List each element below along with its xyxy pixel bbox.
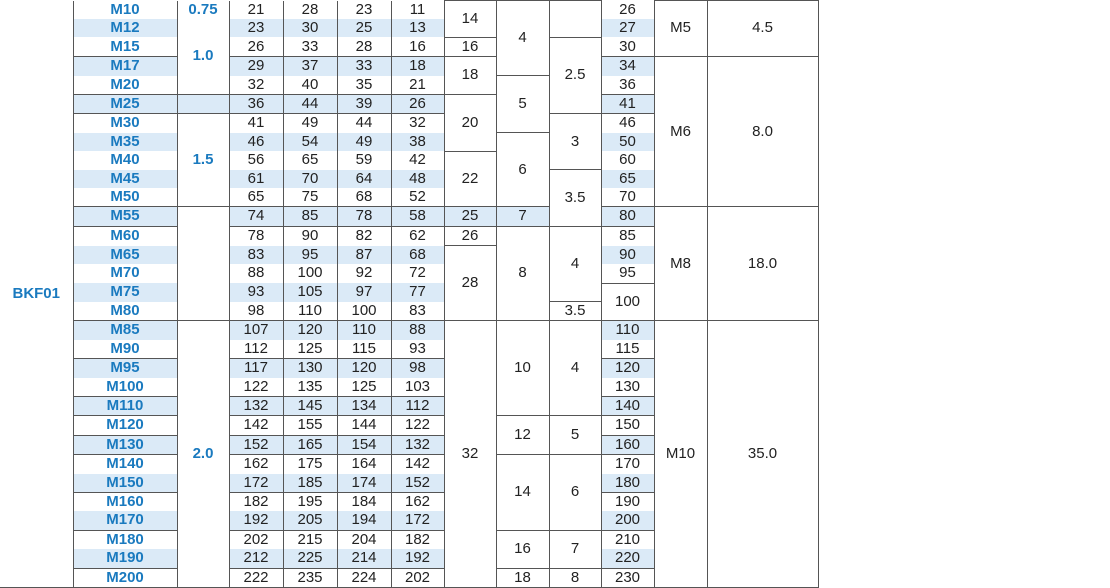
size-cell: M110 xyxy=(73,397,177,416)
dim-d1-cell: 78 xyxy=(229,226,283,245)
torque-cell: 8.0 xyxy=(707,57,818,207)
k-cell: 210 xyxy=(601,530,654,549)
dim-d2-cell: 33 xyxy=(283,37,337,56)
dim-d4-cell: 18 xyxy=(391,57,444,76)
dim-d4-cell: 132 xyxy=(391,435,444,454)
dim-d4-cell: 58 xyxy=(391,207,444,226)
width-cell: 18 xyxy=(496,568,549,587)
size-cell: M45 xyxy=(73,170,177,188)
thickness-cell: 7 xyxy=(549,530,601,568)
bolt-cell: M6 xyxy=(654,57,707,207)
dim-d1-cell: 112 xyxy=(229,340,283,359)
size-cell: M120 xyxy=(73,416,177,435)
dim-d2-cell: 125 xyxy=(283,340,337,359)
dim-d2-cell: 40 xyxy=(283,76,337,95)
dim-d1-cell: 142 xyxy=(229,416,283,435)
dim-d2-cell: 165 xyxy=(283,435,337,454)
dim-d4-cell: 112 xyxy=(391,397,444,416)
length-cell: 16 xyxy=(444,37,496,56)
dim-d1-cell: 93 xyxy=(229,283,283,301)
dim-d3-cell: 110 xyxy=(337,321,391,340)
dim-d4-cell: 38 xyxy=(391,133,444,151)
width-cell: 4 xyxy=(496,1,549,76)
k-cell: 90 xyxy=(601,246,654,264)
dim-d2-cell: 44 xyxy=(283,95,337,114)
bolt-cell: M5 xyxy=(654,1,707,57)
k-cell: 230 xyxy=(601,568,654,587)
k-cell: 130 xyxy=(601,378,654,397)
size-cell: M17 xyxy=(73,57,177,76)
k-cell: 120 xyxy=(601,359,654,378)
width-cell: 16 xyxy=(496,530,549,568)
dim-d3-cell: 49 xyxy=(337,133,391,151)
dim-d1-cell: 26 xyxy=(229,37,283,56)
dim-d1-cell: 83 xyxy=(229,246,283,264)
k-cell: 180 xyxy=(601,474,654,493)
size-cell: M10 xyxy=(73,1,177,19)
size-cell: M50 xyxy=(73,188,177,207)
size-cell: M55 xyxy=(73,207,177,226)
length-cell: 32 xyxy=(444,321,496,588)
table-row xyxy=(0,207,818,226)
size-cell: M20 xyxy=(73,76,177,95)
dim-d3-cell: 44 xyxy=(337,114,391,133)
dim-d1-cell: 162 xyxy=(229,455,283,474)
dim-d1-cell: 21 xyxy=(229,1,283,19)
bolt-cell: M10 xyxy=(654,321,707,588)
dim-d2-cell: 135 xyxy=(283,378,337,397)
size-cell: M90 xyxy=(73,340,177,359)
dim-d3-cell: 154 xyxy=(337,435,391,454)
dim-d4-cell: 42 xyxy=(391,151,444,169)
dim-d1-cell: 122 xyxy=(229,378,283,397)
dim-d2-cell: 37 xyxy=(283,57,337,76)
k-cell: 140 xyxy=(601,397,654,416)
dim-d1-cell: 29 xyxy=(229,57,283,76)
size-cell: M160 xyxy=(73,493,177,512)
k-cell: 110 xyxy=(601,321,654,340)
dim-d2-cell: 195 xyxy=(283,493,337,512)
dim-d2-cell: 145 xyxy=(283,397,337,416)
k-cell: 46 xyxy=(601,114,654,133)
size-cell: M35 xyxy=(73,133,177,151)
dim-d4-cell: 142 xyxy=(391,455,444,474)
size-cell: M150 xyxy=(73,474,177,493)
dim-d4-cell: 83 xyxy=(391,302,444,321)
dim-d3-cell: 25 xyxy=(337,19,391,37)
dim-d1-cell: 222 xyxy=(229,568,283,587)
dim-d2-cell: 205 xyxy=(283,511,337,530)
dim-d1-cell: 192 xyxy=(229,511,283,530)
dim-d1-cell: 56 xyxy=(229,151,283,169)
dim-d4-cell: 26 xyxy=(391,95,444,114)
dim-d3-cell: 78 xyxy=(337,207,391,226)
dim-d1-cell: 65 xyxy=(229,188,283,207)
dim-d4-cell: 16 xyxy=(391,37,444,56)
size-cell: M60 xyxy=(73,226,177,245)
dim-d4-cell: 11 xyxy=(391,1,444,19)
dim-d4-cell: 202 xyxy=(391,568,444,587)
thickness-cell: 2.5 xyxy=(549,37,601,114)
k-cell: 41 xyxy=(601,95,654,114)
torque-cell: 4.5 xyxy=(707,1,818,57)
k-cell: 27 xyxy=(601,19,654,37)
dim-d3-cell: 68 xyxy=(337,188,391,207)
k-cell: 115 xyxy=(601,340,654,359)
k-cell: 30 xyxy=(601,37,654,56)
pitch-cell xyxy=(177,95,229,114)
dim-d3-cell: 224 xyxy=(337,568,391,587)
thickness-cell: 5 xyxy=(549,416,601,455)
dim-d3-cell: 82 xyxy=(337,226,391,245)
width-cell: 6 xyxy=(496,133,549,207)
k-cell: 190 xyxy=(601,493,654,512)
length-cell: 14 xyxy=(444,1,496,38)
pitch-cell: 2.0 xyxy=(177,321,229,588)
dim-d4-cell: 172 xyxy=(391,511,444,530)
dim-d1-cell: 172 xyxy=(229,474,283,493)
dim-d2-cell: 100 xyxy=(283,264,337,283)
dim-d1-cell: 23 xyxy=(229,19,283,37)
dim-d2-cell: 120 xyxy=(283,321,337,340)
length-cell: 25 xyxy=(444,207,496,226)
size-cell: M170 xyxy=(73,511,177,530)
size-cell: M65 xyxy=(73,246,177,264)
pitch-cell: 1.0 xyxy=(177,19,229,95)
width-cell: 12 xyxy=(496,416,549,455)
dim-d2-cell: 65 xyxy=(283,151,337,169)
dim-d4-cell: 72 xyxy=(391,264,444,283)
width-cell: 8 xyxy=(496,226,549,321)
dim-d3-cell: 204 xyxy=(337,530,391,549)
dim-d3-cell: 97 xyxy=(337,283,391,301)
dim-d2-cell: 225 xyxy=(283,549,337,568)
dim-d3-cell: 214 xyxy=(337,549,391,568)
k-cell: 170 xyxy=(601,455,654,474)
k-cell: 26 xyxy=(601,1,654,19)
dim-d3-cell: 184 xyxy=(337,493,391,512)
dim-d4-cell: 77 xyxy=(391,283,444,301)
dim-d4-cell: 192 xyxy=(391,549,444,568)
size-cell: M130 xyxy=(73,435,177,454)
torque-cell: 18.0 xyxy=(707,207,818,321)
dim-d4-cell: 68 xyxy=(391,246,444,264)
dim-d4-cell: 98 xyxy=(391,359,444,378)
bolt-cell: M8 xyxy=(654,207,707,321)
size-cell: M80 xyxy=(73,302,177,321)
dim-d3-cell: 87 xyxy=(337,246,391,264)
thickness-cell: 8 xyxy=(549,568,601,587)
length-cell: 26 xyxy=(444,226,496,245)
width-cell: 7 xyxy=(496,207,549,226)
dim-d3-cell: 164 xyxy=(337,455,391,474)
size-cell: M85 xyxy=(73,321,177,340)
dim-d4-cell: 93 xyxy=(391,340,444,359)
dim-d3-cell: 92 xyxy=(337,264,391,283)
dim-d3-cell: 33 xyxy=(337,57,391,76)
dim-d3-cell: 125 xyxy=(337,378,391,397)
torque-cell: 35.0 xyxy=(707,321,818,588)
dim-d1-cell: 98 xyxy=(229,302,283,321)
k-cell: 65 xyxy=(601,170,654,188)
dim-d2-cell: 49 xyxy=(283,114,337,133)
size-cell: M100 xyxy=(73,378,177,397)
pitch-cell: 0.75 xyxy=(177,1,229,19)
dim-d1-cell: 88 xyxy=(229,264,283,283)
size-cell: M30 xyxy=(73,114,177,133)
dim-d2-cell: 90 xyxy=(283,226,337,245)
dim-d4-cell: 52 xyxy=(391,188,444,207)
dim-d2-cell: 70 xyxy=(283,170,337,188)
dim-d1-cell: 74 xyxy=(229,207,283,226)
width-cell: 14 xyxy=(496,455,549,531)
k-cell: 50 xyxy=(601,133,654,151)
dim-d1-cell: 212 xyxy=(229,549,283,568)
pitch-cell: 1.5 xyxy=(177,114,229,207)
dim-d3-cell: 28 xyxy=(337,37,391,56)
dim-d2-cell: 215 xyxy=(283,530,337,549)
dim-d1-cell: 107 xyxy=(229,321,283,340)
thickness-cell xyxy=(549,1,601,38)
length-cell: 18 xyxy=(444,57,496,95)
k-cell: 95 xyxy=(601,264,654,283)
thickness-cell: 3 xyxy=(549,114,601,170)
dim-d3-cell: 39 xyxy=(337,95,391,114)
dim-d2-cell: 130 xyxy=(283,359,337,378)
length-cell: 20 xyxy=(444,95,496,152)
size-cell: M75 xyxy=(73,283,177,301)
dim-d1-cell: 46 xyxy=(229,133,283,151)
size-cell: M140 xyxy=(73,455,177,474)
k-cell: 36 xyxy=(601,76,654,95)
dim-d3-cell: 64 xyxy=(337,170,391,188)
dim-d4-cell: 62 xyxy=(391,226,444,245)
size-cell: M25 xyxy=(73,95,177,114)
dim-d4-cell: 32 xyxy=(391,114,444,133)
dim-d1-cell: 117 xyxy=(229,359,283,378)
dim-d1-cell: 152 xyxy=(229,435,283,454)
dim-d2-cell: 28 xyxy=(283,1,337,19)
k-cell: 85 xyxy=(601,226,654,245)
length-cell: 28 xyxy=(444,246,496,321)
thickness-cell: 4 xyxy=(549,321,601,416)
dim-d2-cell: 30 xyxy=(283,19,337,37)
dim-d3-cell: 59 xyxy=(337,151,391,169)
pitch-cell xyxy=(177,207,229,321)
k-cell: 80 xyxy=(601,207,654,226)
k-cell: 70 xyxy=(601,188,654,207)
table-row xyxy=(0,57,818,76)
dim-d4-cell: 162 xyxy=(391,493,444,512)
thickness-cell: 3.5 xyxy=(549,302,601,321)
dim-d3-cell: 115 xyxy=(337,340,391,359)
dim-d1-cell: 202 xyxy=(229,530,283,549)
dim-d2-cell: 185 xyxy=(283,474,337,493)
thickness-cell: 3.5 xyxy=(549,170,601,227)
k-cell: 200 xyxy=(601,511,654,530)
dim-d2-cell: 175 xyxy=(283,455,337,474)
k-cell: 220 xyxy=(601,549,654,568)
dim-d2-cell: 85 xyxy=(283,207,337,226)
dim-d2-cell: 105 xyxy=(283,283,337,301)
size-cell: M70 xyxy=(73,264,177,283)
thickness-cell: 6 xyxy=(549,455,601,531)
dim-d2-cell: 54 xyxy=(283,133,337,151)
dim-d2-cell: 75 xyxy=(283,188,337,207)
k-cell: 100 xyxy=(601,283,654,321)
dim-d1-cell: 61 xyxy=(229,170,283,188)
dim-d4-cell: 13 xyxy=(391,19,444,37)
dim-d3-cell: 23 xyxy=(337,1,391,19)
k-cell: 150 xyxy=(601,416,654,435)
k-cell: 160 xyxy=(601,435,654,454)
thickness-cell: 4 xyxy=(549,226,601,301)
size-cell: M95 xyxy=(73,359,177,378)
dim-d4-cell: 88 xyxy=(391,321,444,340)
dim-d4-cell: 103 xyxy=(391,378,444,397)
dim-d3-cell: 100 xyxy=(337,302,391,321)
dim-d1-cell: 41 xyxy=(229,114,283,133)
dim-d1-cell: 132 xyxy=(229,397,283,416)
dim-d4-cell: 21 xyxy=(391,76,444,95)
table-row xyxy=(0,321,818,340)
k-cell: 34 xyxy=(601,57,654,76)
dim-d1-cell: 36 xyxy=(229,95,283,114)
size-cell: M40 xyxy=(73,151,177,169)
dim-d2-cell: 95 xyxy=(283,246,337,264)
dim-d4-cell: 48 xyxy=(391,170,444,188)
width-cell: 5 xyxy=(496,76,549,133)
width-cell: 10 xyxy=(496,321,549,416)
dim-d3-cell: 134 xyxy=(337,397,391,416)
dim-d2-cell: 110 xyxy=(283,302,337,321)
size-cell: M190 xyxy=(73,549,177,568)
dim-d3-cell: 144 xyxy=(337,416,391,435)
length-cell: 22 xyxy=(444,151,496,207)
dim-d2-cell: 155 xyxy=(283,416,337,435)
size-cell: M180 xyxy=(73,530,177,549)
dim-d4-cell: 122 xyxy=(391,416,444,435)
k-cell: 60 xyxy=(601,151,654,169)
dim-d3-cell: 35 xyxy=(337,76,391,95)
dim-d4-cell: 182 xyxy=(391,530,444,549)
size-cell: M15 xyxy=(73,37,177,56)
dim-d3-cell: 120 xyxy=(337,359,391,378)
dim-d3-cell: 174 xyxy=(337,474,391,493)
size-cell: M200 xyxy=(73,568,177,587)
table-row xyxy=(0,1,818,19)
dim-d4-cell: 152 xyxy=(391,474,444,493)
dim-d1-cell: 32 xyxy=(229,76,283,95)
size-cell: M12 xyxy=(73,19,177,37)
dim-d2-cell: 235 xyxy=(283,568,337,587)
dim-d1-cell: 182 xyxy=(229,493,283,512)
model-label: BKF01 xyxy=(0,1,73,588)
dim-d3-cell: 194 xyxy=(337,511,391,530)
